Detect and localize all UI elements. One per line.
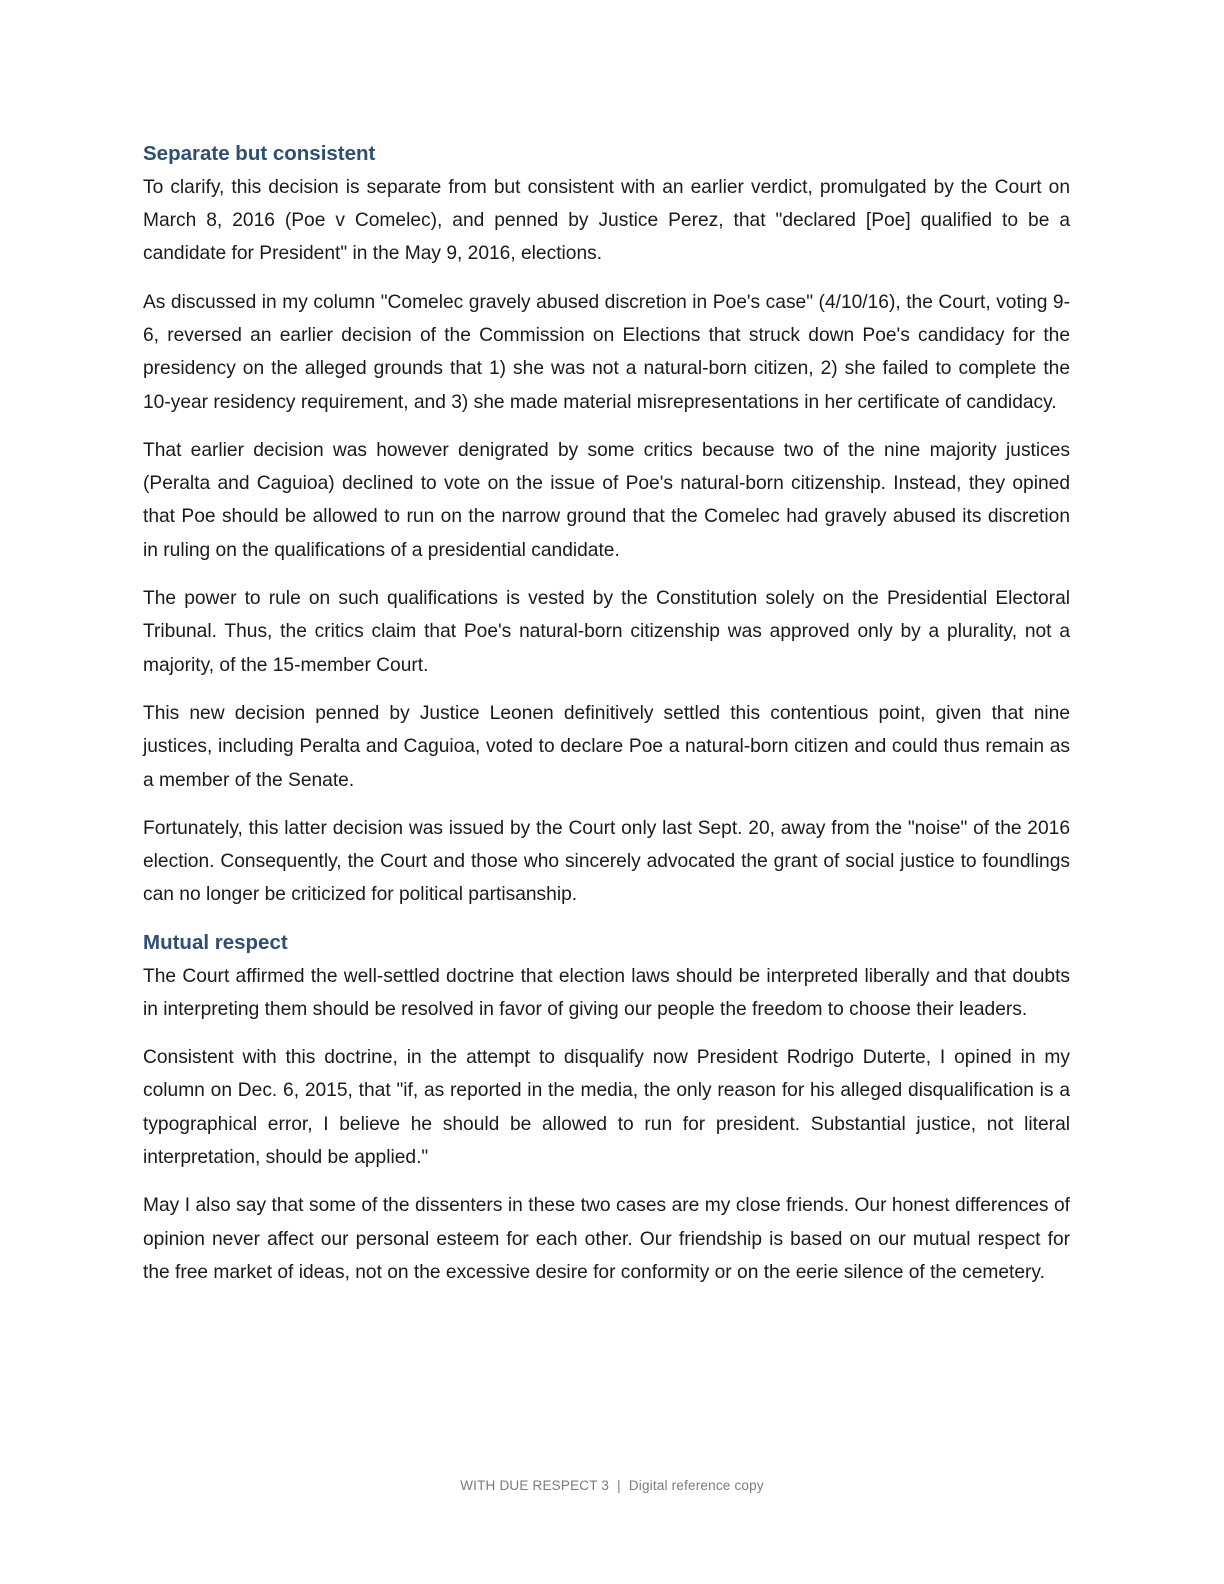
paragraph: As discussed in my column "Comelec gravely abused discretion in Poe's case" (4/10/16), the Court, voting 9-6, reversed an earlier decision of the Commission on Elections that struck down Poe's candidacy for the presidency on the alleged grounds that 1) she was not a natural-born citizen, 2) she failed to complete the 10-year residency requirement, and 3) she made material misrepresentations in her certificate of candidacy.	[143, 291, 1070, 413]
paragraph: Fortunately, this latter decision was issued by the Court only last Sept. 20, away from the "noise" of the 2016 election. Consequently, the Court and those who sincerely advocated the grant of social justice to foundlings can no longer be criticized for political partisanship.	[143, 817, 1070, 906]
section-heading-separate-but-consistent: Separate but consistent	[143, 142, 376, 165]
footer-separator: |	[617, 1478, 621, 1493]
paragraph: The power to rule on such qualifications is vested by the Constitution solely on the Presidential Electoral Tribunal. Thus, the critics claim that Poe's natural-born citizenship was approved only by a plurality, not a majority, of the 15-member Court.	[143, 588, 1070, 676]
paragraph: The Court affirmed the well-settled doctrine that election laws should be interpreted liberally and that doubts in interpreting them should be resolved in favor of giving our people the freedom to choose their leaders.	[143, 965, 1070, 1020]
section-heading-mutual-respect: Mutual respect	[143, 930, 288, 954]
paragraph: May I also say that some of the dissenters in these two cases are my close friends. Our honest differences of opinion never affect our personal esteem for each other. Our friendship is based on our mutual respect for the free market of ideas, not on the excessive desire for conformity or on the eerie silence of the cemetery.	[143, 1195, 1070, 1283]
document-body	[143, 138, 1070, 1304]
footer-note: Digital reference copy	[628, 1478, 764, 1493]
paragraph: To clarify, this decision is separate from but consistent with an earlier verdict, promulgated by the Court on March 8, 2016 (Poe v Comelec), and penned by Justice Perez, that "declared [Poe] qualified to be a candidate for President" in the May 9, 2016, elections.	[143, 176, 1070, 265]
page-footer	[0, 1478, 1224, 1493]
paragraph: Consistent with this doctrine, in the attempt to disqualify now President Rodrigo Duterte, I opined in my column on Dec. 6, 2015, that "if, as reported in the media, the only reason for his alleged disqualification is a typographical error, I believe he should be allowed to run for president. Substantial justice, not literal interpretation, should be applied."	[143, 1047, 1070, 1169]
footer-title: WITH DUE RESPECT 3	[460, 1478, 610, 1493]
paragraph: This new decision penned by Justice Leonen definitively settled this contentious point, given that nine justices, including Peralta and Caguioa, voted to declare Poe a natural-born citizen and could thus remain as a member of the Senate.	[143, 702, 1070, 791]
paragraph: That earlier decision was however denigrated by some critics because two of the nine majority justices (Peralta and Caguioa) declined to vote on the issue of Poe's natural-born citizenship. Instead, they opined that Poe should be allowed to run on the narrow ground that the Comelec had gravely abused its discretion in ruling on the qualifications of a presidential candidate.	[143, 439, 1070, 561]
